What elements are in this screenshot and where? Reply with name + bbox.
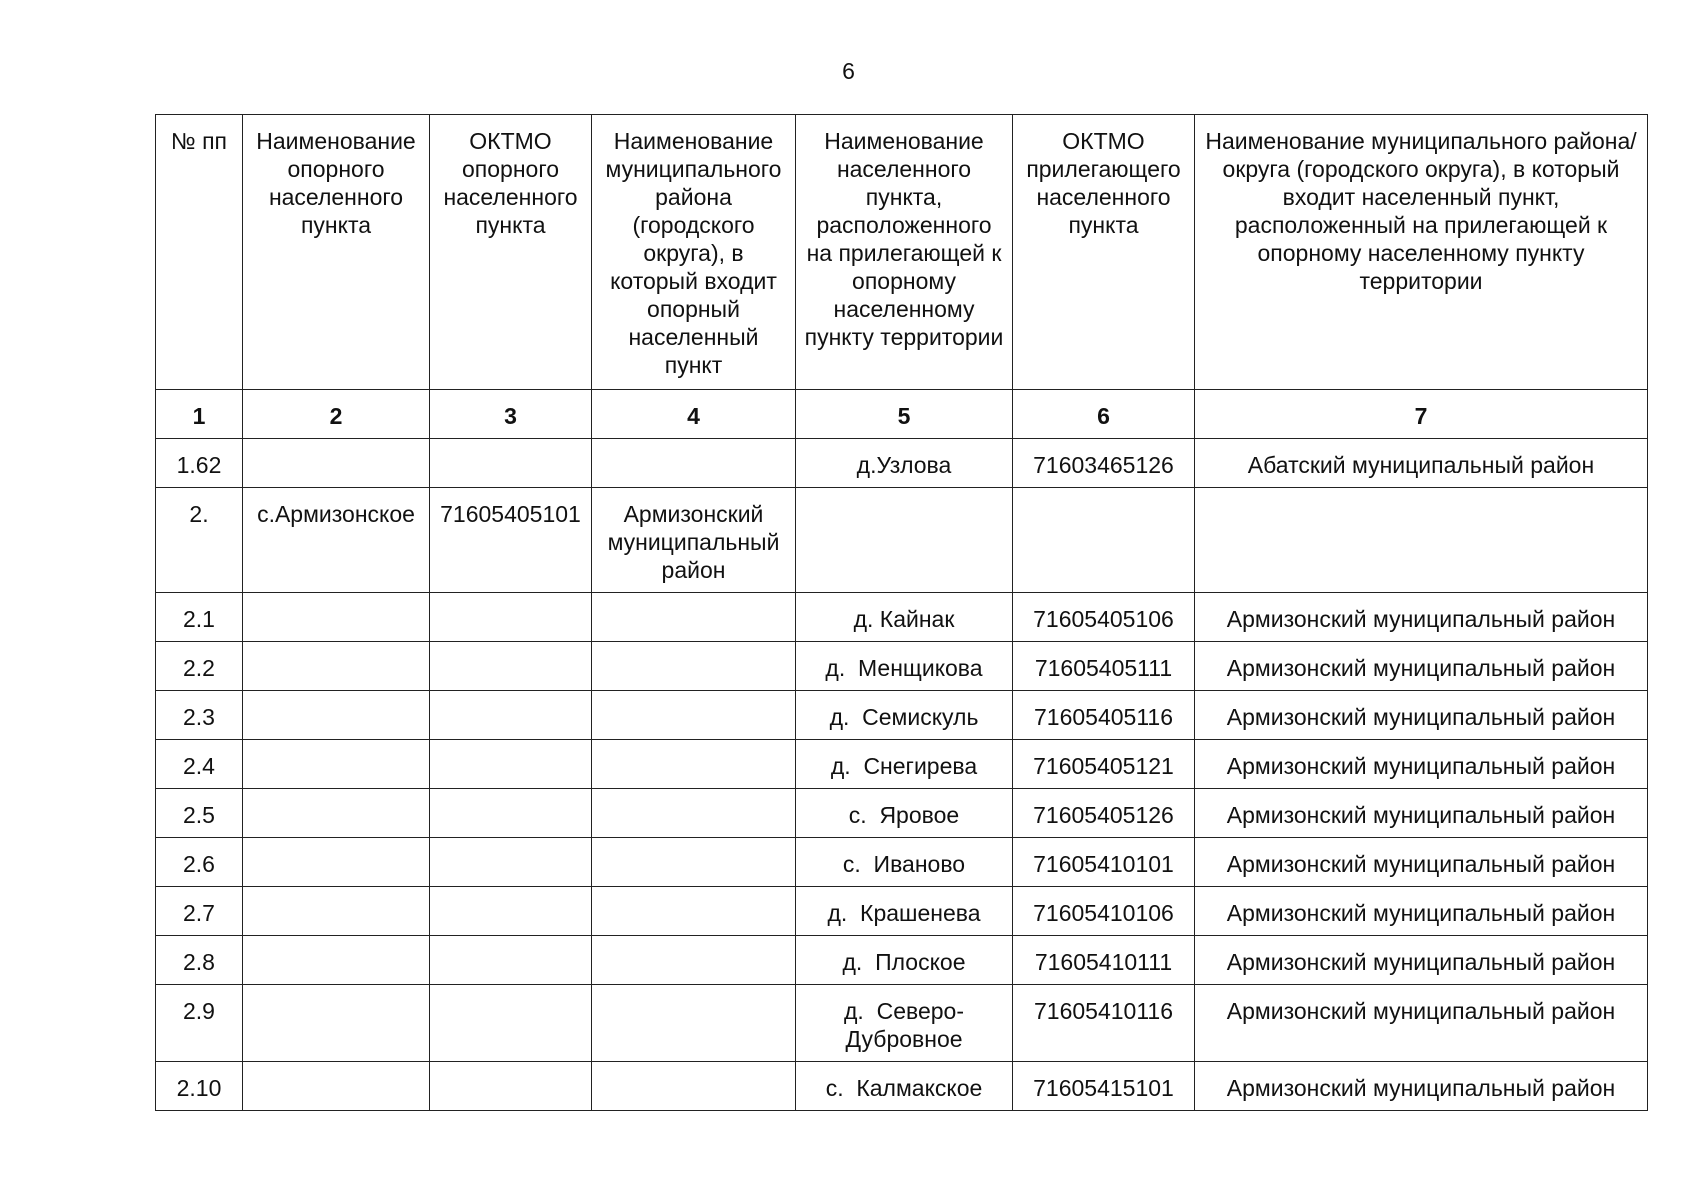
cell-base-oktmo <box>430 838 592 887</box>
table-row <box>156 985 1648 1062</box>
cell-adjacent-district: Армизонский муниципальный район <box>1195 691 1648 740</box>
cell-base-settlement <box>243 789 430 838</box>
cell-number: 2.3 <box>156 691 243 740</box>
cell-number: 2.10 <box>156 1062 243 1111</box>
table-row <box>156 1062 1648 1111</box>
header-cell-base-settlement: Наименование опорного населенного пункта <box>243 115 430 390</box>
table-row <box>156 439 1648 488</box>
table-row <box>156 789 1648 838</box>
header-cell-number: № пп <box>156 115 243 390</box>
settlements-table <box>155 114 1648 1111</box>
cell-base-oktmo <box>430 936 592 985</box>
cell-base-district <box>592 789 796 838</box>
cell-adjacent-settlement: д. Плоское <box>796 936 1013 985</box>
cell-adjacent-district: Армизонский муниципальный район <box>1195 838 1648 887</box>
cell-adjacent-oktmo: 71605405116 <box>1013 691 1195 740</box>
cell-base-district <box>592 593 796 642</box>
header-cell-adjacent-oktmo: ОКТМО прилегающего населенного пункта <box>1013 115 1195 390</box>
cell-adjacent-settlement: с. Яровое <box>796 789 1013 838</box>
table-row <box>156 936 1648 985</box>
cell-base-oktmo <box>430 691 592 740</box>
cell-number: 2.5 <box>156 789 243 838</box>
cell-base-oktmo <box>430 985 592 1062</box>
cell-base-district <box>592 838 796 887</box>
table-row <box>156 593 1648 642</box>
table-row <box>156 838 1648 887</box>
column-number: 5 <box>796 390 1013 439</box>
cell-base-oktmo <box>430 439 592 488</box>
cell-base-settlement <box>243 691 430 740</box>
cell-adjacent-district: Армизонский муниципальный район <box>1195 887 1648 936</box>
cell-base-settlement <box>243 887 430 936</box>
cell-base-district <box>592 642 796 691</box>
cell-base-oktmo <box>430 789 592 838</box>
cell-adjacent-oktmo: 71603465126 <box>1013 439 1195 488</box>
cell-adjacent-settlement: с. Калмакское <box>796 1062 1013 1111</box>
table-row <box>156 488 1648 593</box>
cell-base-district <box>592 439 796 488</box>
cell-number: 1.62 <box>156 439 243 488</box>
cell-adjacent-oktmo: 71605410101 <box>1013 838 1195 887</box>
header-cell-adjacent-settlement: Наименование населенного пункта, расположенного на прилегающей к опорному населенному пункту территории <box>796 115 1013 390</box>
column-number: 4 <box>592 390 796 439</box>
header-cell-base-oktmo: ОКТМО опорного населенного пункта <box>430 115 592 390</box>
cell-base-oktmo <box>430 593 592 642</box>
cell-base-oktmo <box>430 740 592 789</box>
cell-number: 2.4 <box>156 740 243 789</box>
cell-adjacent-settlement <box>796 488 1013 593</box>
cell-number: 2.9 <box>156 985 243 1062</box>
header-cell-adjacent-district: Наименование муниципального района/округа (городского округа), в который входит населенный пункт, расположенный на прилегающей к опорному населенному пункту территории <box>1195 115 1648 390</box>
cell-base-district <box>592 936 796 985</box>
cell-adjacent-district: Армизонский муниципальный район <box>1195 1062 1648 1111</box>
cell-adjacent-district: Армизонский муниципальный район <box>1195 593 1648 642</box>
cell-number: 2.6 <box>156 838 243 887</box>
cell-adjacent-oktmo: 71605405111 <box>1013 642 1195 691</box>
table-row <box>156 642 1648 691</box>
table-row <box>156 691 1648 740</box>
column-number: 3 <box>430 390 592 439</box>
cell-adjacent-settlement: с. Иваново <box>796 838 1013 887</box>
cell-adjacent-settlement: д. Менщикова <box>796 642 1013 691</box>
cell-base-settlement <box>243 439 430 488</box>
column-number: 6 <box>1013 390 1195 439</box>
cell-base-district <box>592 740 796 789</box>
cell-number: 2.7 <box>156 887 243 936</box>
cell-adjacent-district: Абатский муниципальный район <box>1195 439 1648 488</box>
cell-adjacent-settlement: д. Северо-Дубровное <box>796 985 1013 1062</box>
cell-adjacent-settlement: д. Крашенева <box>796 887 1013 936</box>
table-header-row <box>156 115 1648 390</box>
cell-base-settlement <box>243 740 430 789</box>
cell-adjacent-district: Армизонский муниципальный район <box>1195 936 1648 985</box>
cell-number: 2. <box>156 488 243 593</box>
column-number: 1 <box>156 390 243 439</box>
column-number-row <box>156 390 1648 439</box>
cell-adjacent-oktmo: 71605410106 <box>1013 887 1195 936</box>
column-number: 2 <box>243 390 430 439</box>
table-row <box>156 740 1648 789</box>
cell-adjacent-oktmo <box>1013 488 1195 593</box>
cell-base-oktmo: 71605405101 <box>430 488 592 593</box>
cell-adjacent-district: Армизонский муниципальный район <box>1195 985 1648 1062</box>
cell-base-oktmo <box>430 1062 592 1111</box>
cell-adjacent-district: Армизонский муниципальный район <box>1195 642 1648 691</box>
cell-base-settlement <box>243 838 430 887</box>
cell-base-settlement <box>243 1062 430 1111</box>
cell-number: 2.8 <box>156 936 243 985</box>
cell-base-district: Армизонский муниципальный район <box>592 488 796 593</box>
cell-adjacent-district: Армизонский муниципальный район <box>1195 789 1648 838</box>
cell-adjacent-district <box>1195 488 1648 593</box>
cell-base-settlement <box>243 642 430 691</box>
table-row <box>156 887 1648 936</box>
cell-base-settlement <box>243 593 430 642</box>
cell-adjacent-settlement: д. Семискуль <box>796 691 1013 740</box>
cell-adjacent-oktmo: 71605410111 <box>1013 936 1195 985</box>
cell-base-oktmo <box>430 887 592 936</box>
cell-number: 2.1 <box>156 593 243 642</box>
cell-base-district <box>592 691 796 740</box>
cell-adjacent-settlement: д.Узлова <box>796 439 1013 488</box>
cell-adjacent-settlement: д. Снегирева <box>796 740 1013 789</box>
cell-number: 2.2 <box>156 642 243 691</box>
cell-base-district <box>592 985 796 1062</box>
cell-base-district <box>592 1062 796 1111</box>
cell-base-oktmo <box>430 642 592 691</box>
cell-base-settlement <box>243 985 430 1062</box>
cell-adjacent-oktmo: 71605405121 <box>1013 740 1195 789</box>
cell-base-settlement <box>243 936 430 985</box>
cell-adjacent-settlement: д. Кайнак <box>796 593 1013 642</box>
cell-adjacent-oktmo: 71605405126 <box>1013 789 1195 838</box>
cell-adjacent-oktmo: 71605415101 <box>1013 1062 1195 1111</box>
page-number: 6 <box>842 58 855 84</box>
cell-adjacent-district: Армизонский муниципальный район <box>1195 740 1648 789</box>
header-cell-base-district: Наименование муниципального района (городского округа), в который входит опорный населенный пункт <box>592 115 796 390</box>
cell-adjacent-oktmo: 71605405106 <box>1013 593 1195 642</box>
cell-adjacent-oktmo: 71605410116 <box>1013 985 1195 1062</box>
cell-base-district <box>592 887 796 936</box>
cell-base-settlement: с.Армизонское <box>243 488 430 593</box>
column-number: 7 <box>1195 390 1648 439</box>
